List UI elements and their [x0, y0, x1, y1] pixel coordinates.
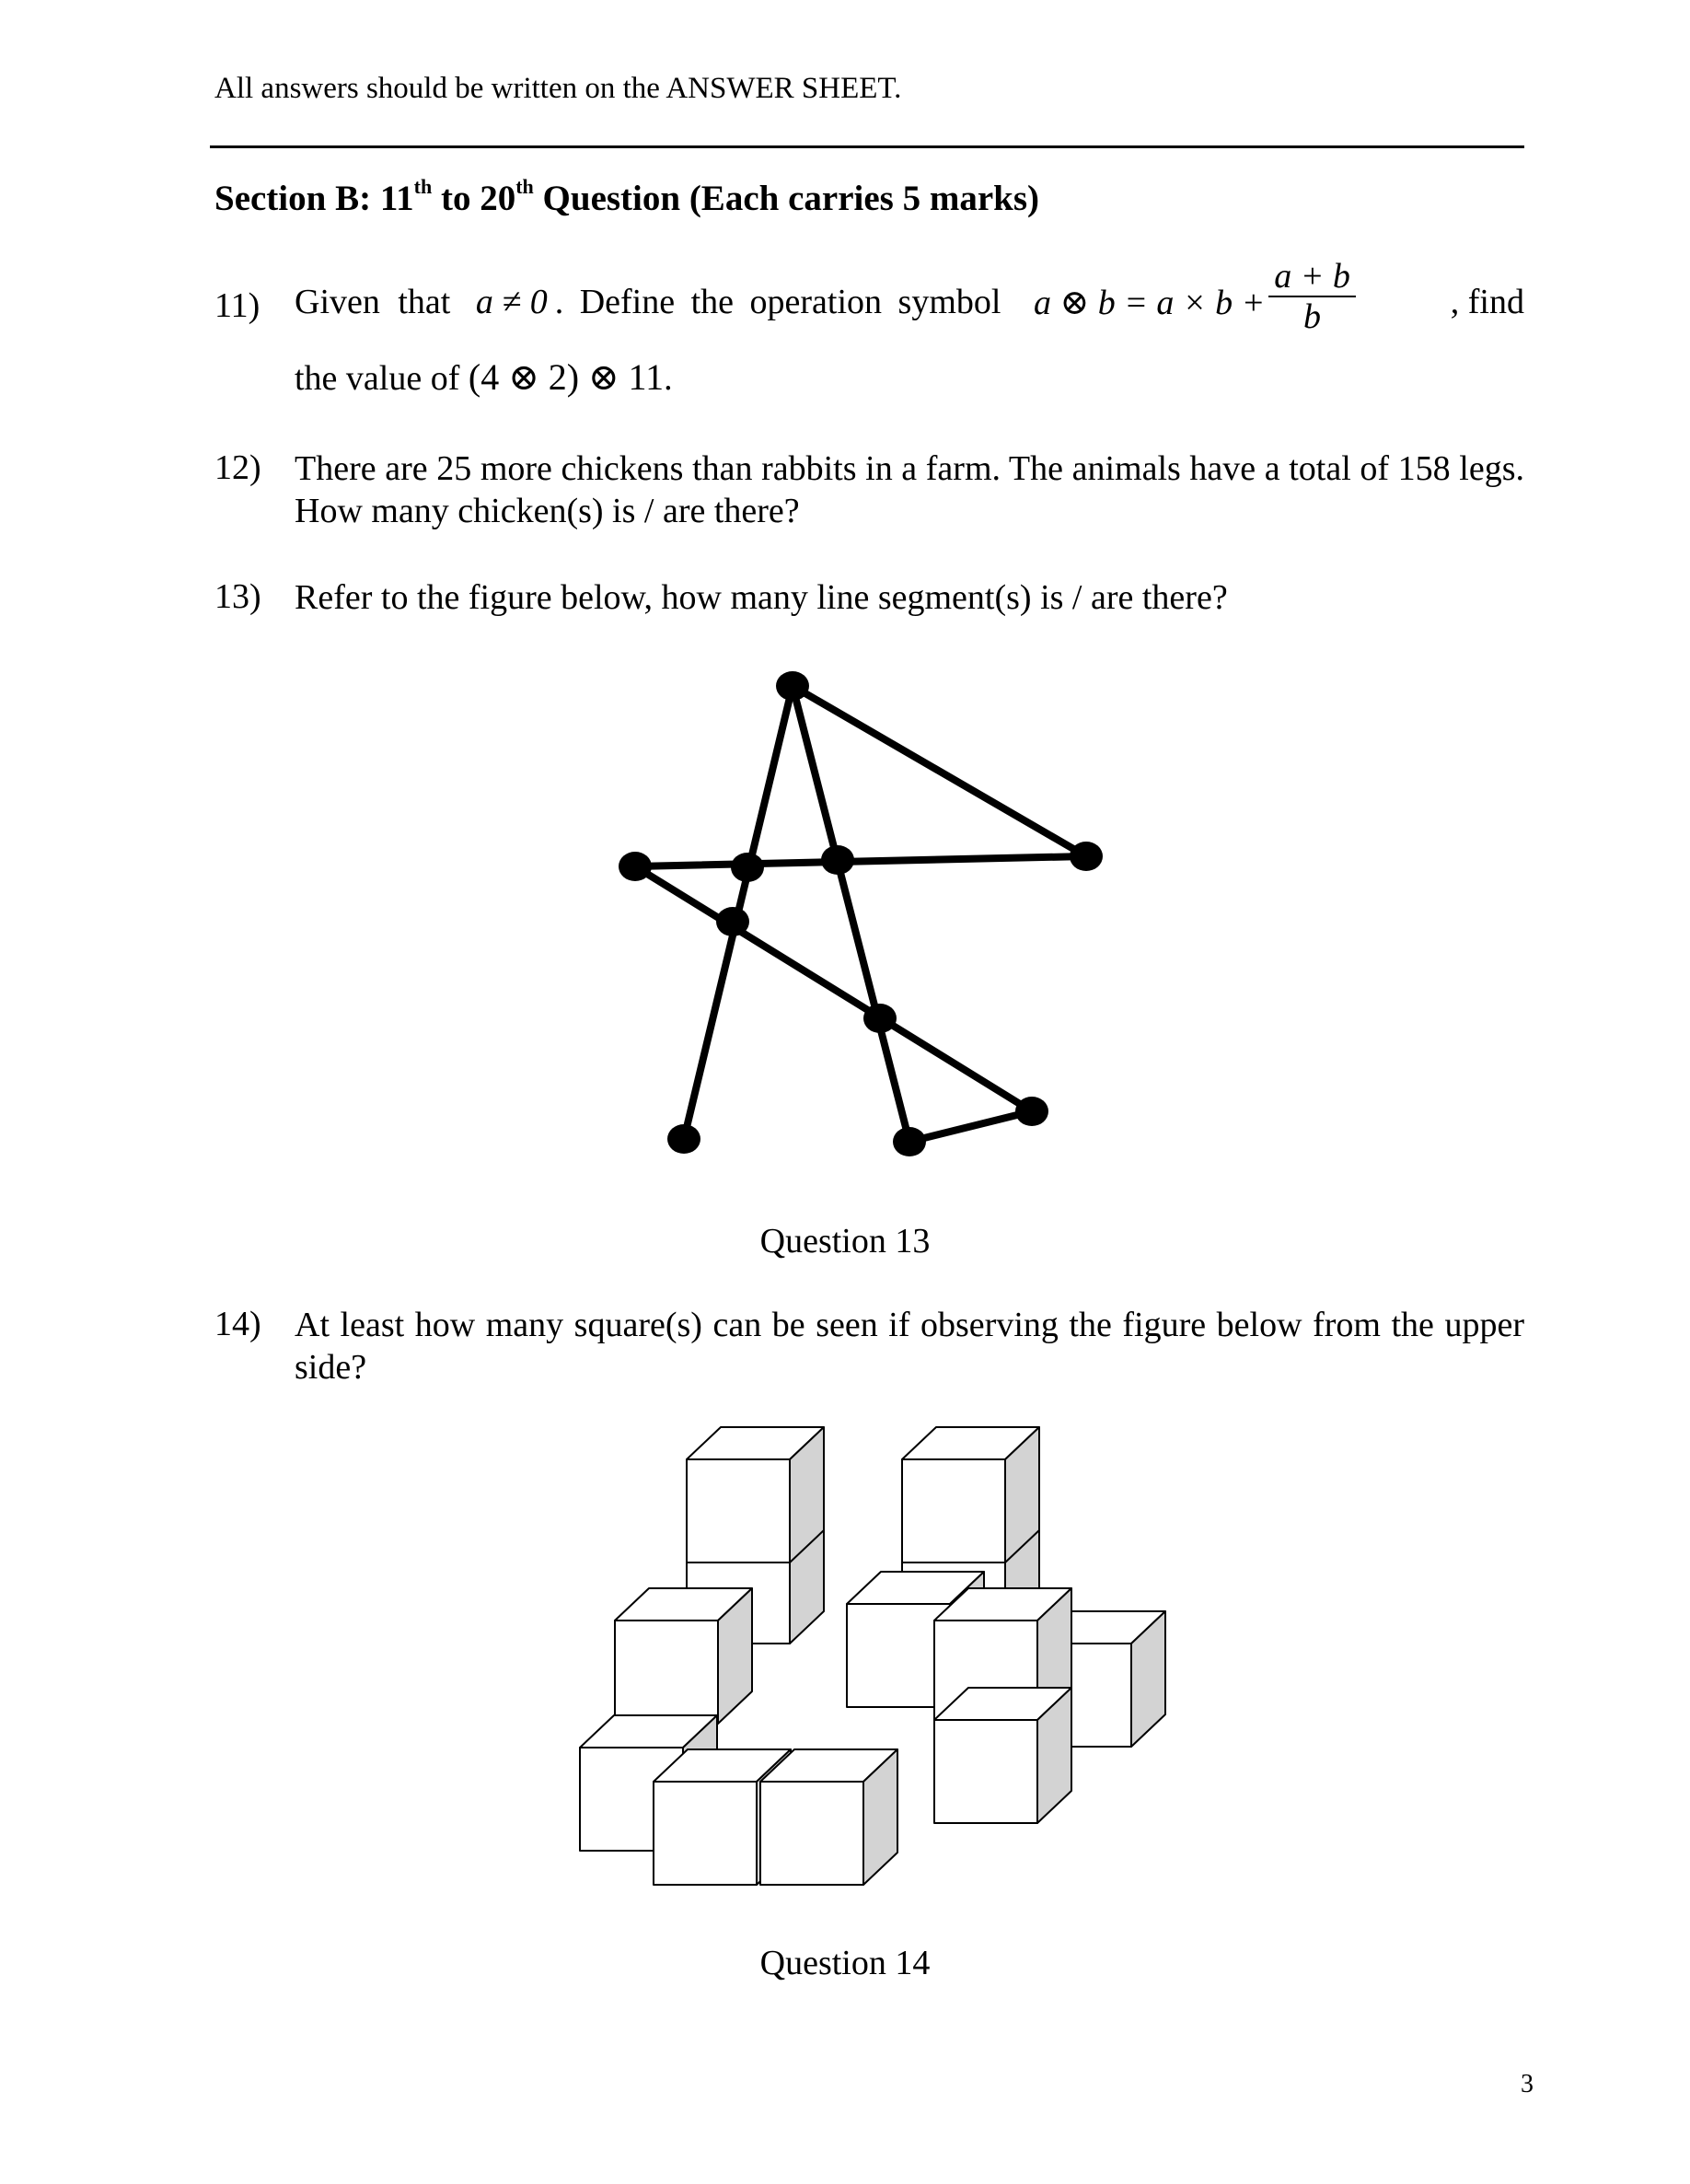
- cube-front-face: [654, 1782, 757, 1885]
- section-title-part: to 20: [432, 179, 516, 218]
- question-text: . Define the operation symbol: [554, 283, 1017, 321]
- section-title-part: Question (Each carries 5 marks): [533, 179, 1039, 218]
- question-12-text: There are 25 more chickens than rabbits in a farm. The animals have a total of 158 legs. How many chicken(s) is / are there?: [295, 449, 1524, 530]
- math-expression: (4 ⊗ 2) ⊗ 11: [468, 356, 665, 398]
- section-title-part: Section B: 11: [214, 179, 414, 218]
- cube-front-face: [934, 1720, 1037, 1823]
- fraction-numerator: a + b: [1268, 257, 1356, 297]
- cube-front-face: [615, 1621, 718, 1724]
- cube-front-face: [687, 1459, 790, 1562]
- figure-caption: Question 13: [759, 1222, 931, 1260]
- cube-front-face: [760, 1782, 863, 1885]
- answer-sheet-note: All answers should be written on the ANSWER SHEET.: [214, 72, 902, 105]
- question-number: 12): [214, 448, 261, 487]
- cube-front-face: [902, 1459, 1005, 1562]
- section-title-sup: th: [413, 175, 433, 198]
- question-14-text: At least how many square(s) can be seen if observing the figure below from the upper side?: [295, 1306, 1524, 1387]
- figure-caption: Question 14: [759, 1944, 931, 1982]
- question-number: 14): [214, 1305, 261, 1343]
- question-text: Given that: [295, 283, 469, 321]
- question-text: .: [664, 359, 673, 398]
- section-title-sup: th: [515, 175, 534, 198]
- question-13-text: Refer to the figure below, how many line segment(s) is / are there?: [295, 578, 1228, 617]
- fraction-denominator: b: [1303, 297, 1322, 336]
- math-definition: a ⊗ b = a × b +: [1033, 283, 1266, 322]
- math-condition: a ≠ 0: [475, 283, 548, 321]
- question-number: 13): [214, 577, 261, 616]
- question-text: the value of: [295, 359, 469, 398]
- page-number: 3: [1521, 2070, 1534, 2098]
- question-number: 11): [214, 286, 260, 325]
- question-text: , find: [1450, 283, 1524, 321]
